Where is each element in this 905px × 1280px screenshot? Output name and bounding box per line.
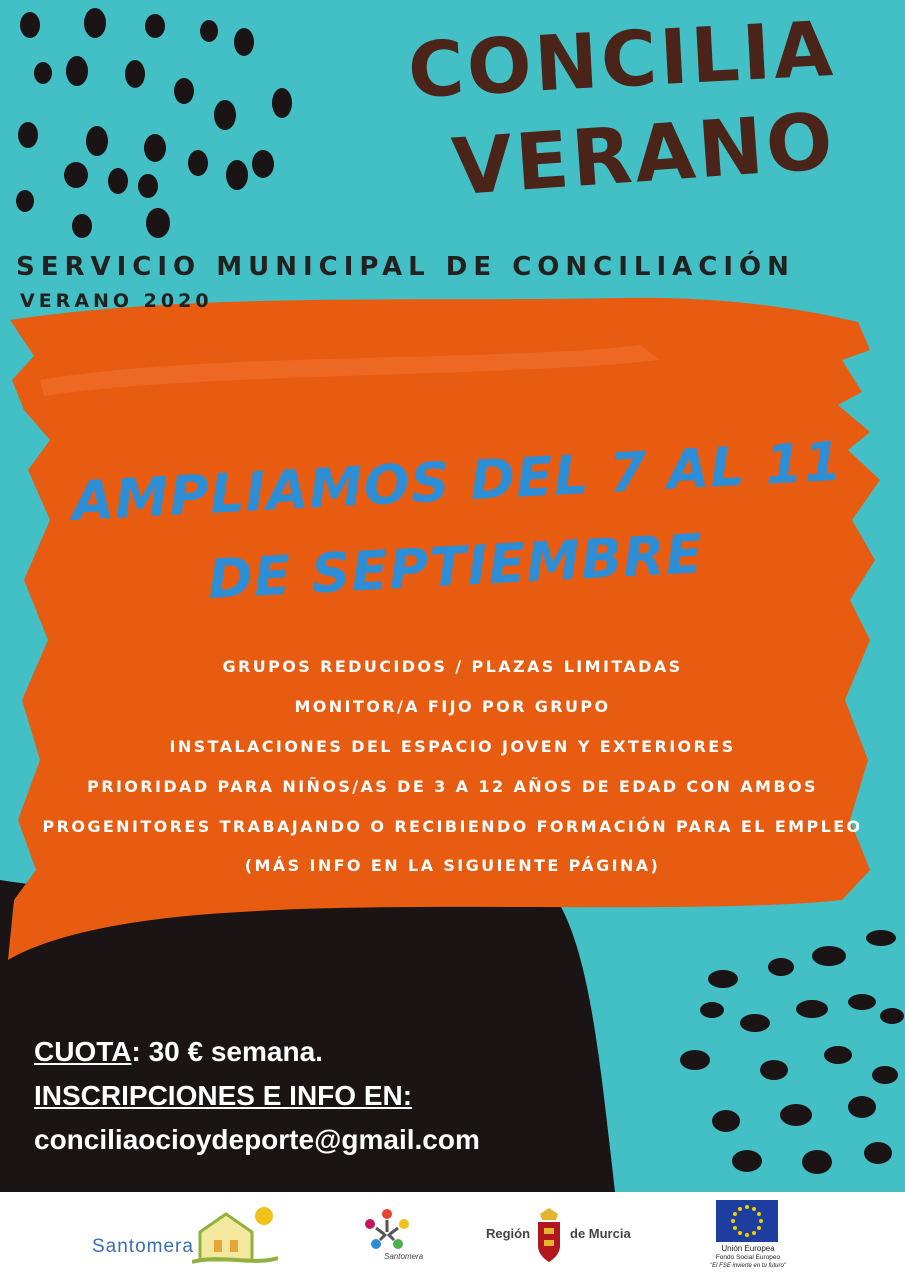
headline-line1: AMPLIAMOS DEL 7 AL 11	[70, 429, 844, 533]
title-line2: VERANO	[449, 96, 839, 214]
eu-flag-icon	[716, 1200, 778, 1242]
santomera-wordmark: Santomera	[92, 1236, 194, 1257]
region-right-text: de Murcia	[570, 1226, 631, 1241]
region-left-text: Región	[486, 1226, 531, 1241]
espacio-joven-caption: Santomera	[384, 1252, 424, 1261]
feature-item: INSTALACIONES DEL ESPACIO JOVEN Y EXTERIORES	[169, 737, 736, 756]
santomera-logo	[92, 1204, 282, 1266]
feature-item: GRUPOS REDUCIDOS / PLAZAS LIMITADAS	[222, 657, 683, 676]
eu-fse-logo	[700, 1200, 796, 1276]
santomera-house-icon	[192, 1204, 278, 1264]
cuota-value: : 30 € semana.	[131, 1036, 323, 1067]
feature-item: MONITOR/A FIJO POR GRUPO	[294, 697, 611, 716]
eu-line1: Unión Europea	[721, 1244, 775, 1253]
headline-line2: DE SEPTIEMBRE	[206, 522, 706, 611]
inscripciones-label: INSCRIPCIONES E INFO EN:	[34, 1080, 413, 1111]
feature-item: (MÁS INFO EN LA SIGUIENTE PÁGINA)	[244, 856, 661, 875]
eu-line3: "El FSE invierte en tu futuro"	[710, 1263, 786, 1269]
footer-logos	[0, 1192, 905, 1280]
subtitle-line1: SERVICIO MUNICIPAL DE CONCILIACIÓN	[16, 252, 795, 282]
contact-email[interactable]: conciliaocioydeporte@gmail.com	[34, 1124, 480, 1155]
cuota-line	[34, 1036, 323, 1068]
cuota-label: CUOTA	[34, 1036, 132, 1067]
people-circle-icon	[362, 1206, 412, 1252]
subtitle-line2: VERANO 2020	[20, 290, 213, 312]
feature-item: PROGENITORES TRABAJANDO O RECIBIENDO FORMACIÓN PARA EL EMPLEO	[42, 817, 863, 836]
coat-of-arms-icon	[534, 1206, 564, 1266]
region-murcia-logo	[486, 1206, 636, 1268]
eu-line2: Fondo Social Europeo	[715, 1254, 781, 1261]
espacio-joven-logo	[356, 1206, 426, 1266]
feature-item: PRIORIDAD PARA NIÑOS/AS DE 3 A 12 AÑOS DE EDAD CON AMBOS	[87, 777, 818, 796]
title-line1: CONCILIA	[405, 3, 838, 116]
